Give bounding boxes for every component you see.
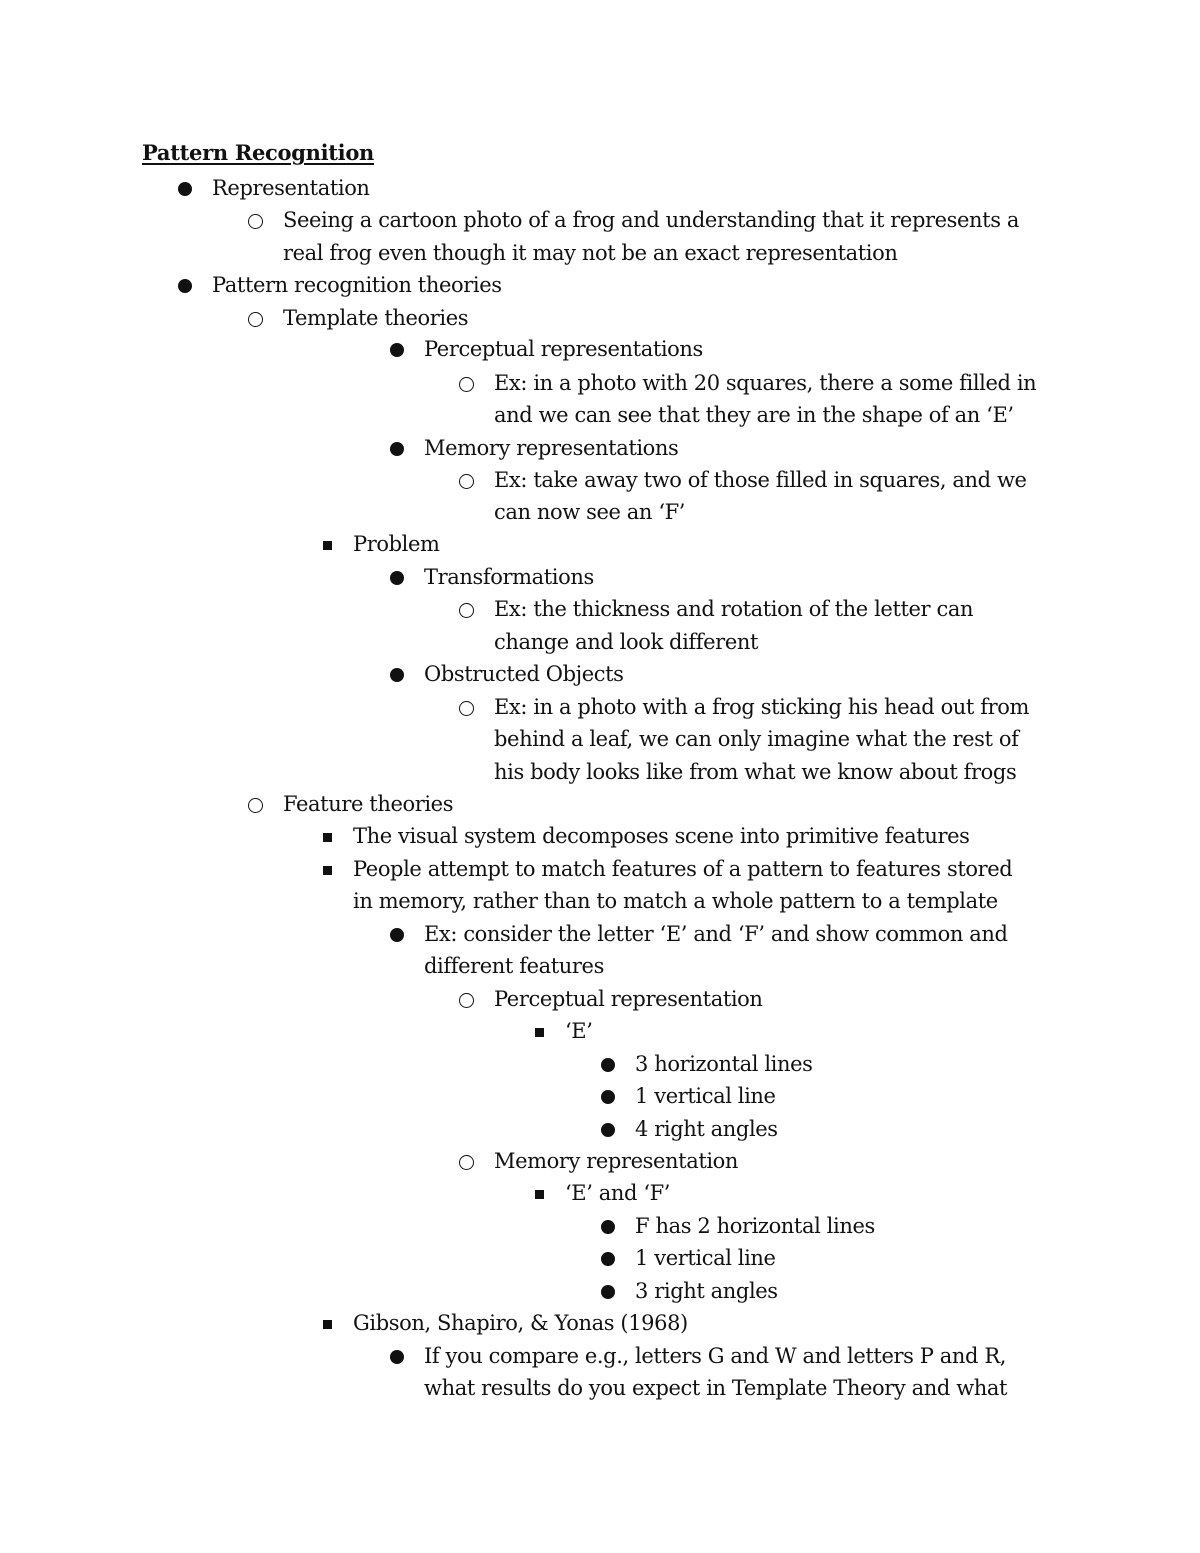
list-item-text: Perceptual representation: [494, 987, 763, 1011]
list-item: [635, 1275, 778, 1308]
list-item-text: Ex: the thickness and rotation of the letter can: [494, 597, 974, 621]
list-item: [494, 464, 1027, 497]
bullet-disc-icon: [390, 571, 404, 585]
bullet-disc-icon: [390, 1350, 404, 1364]
list-item-continuation: [424, 1372, 1007, 1405]
bullet-square-icon: [323, 866, 332, 875]
list-item-text: can now see an ‘F’: [494, 500, 686, 524]
bullet-disc-icon: [601, 1285, 615, 1299]
list-item-text: Perceptual representations: [424, 337, 703, 361]
list-item-text: in memory, rather than to match a whole pattern to a template: [353, 889, 998, 913]
list-item-text: Transformations: [424, 565, 594, 589]
list-item: [565, 1177, 670, 1210]
list-item: [424, 658, 624, 691]
list-item-text: real frog even though it may not be an exact representation: [283, 241, 898, 265]
list-item-text: change and look different: [494, 630, 759, 654]
list-item: [635, 1080, 776, 1113]
list-item-continuation: [494, 399, 1014, 432]
list-item-text: Template theories: [283, 306, 469, 330]
list-item: [353, 820, 970, 853]
list-item-text: his body looks like from what we know about frogs: [494, 760, 1017, 784]
list-item: [424, 561, 594, 594]
list-item-text: Memory representation: [494, 1149, 739, 1173]
list-item-text: 4 right angles: [635, 1117, 778, 1141]
list-item-text: The visual system decomposes scene into primitive features: [353, 824, 970, 848]
list-item-text: Feature theories: [283, 792, 454, 816]
list-item-text: behind a leaf, we can only imagine what the rest of: [494, 727, 1019, 751]
list-item-continuation: [283, 237, 897, 270]
bullet-disc-icon: [601, 1090, 615, 1104]
list-item: [212, 172, 370, 205]
list-item: [283, 788, 453, 821]
list-item-text: Ex: take away two of those filled in squares, and we: [494, 468, 1027, 492]
list-item: [635, 1113, 778, 1146]
list-item-text: If you compare e.g., letters G and W and letters P and R,: [424, 1344, 1007, 1368]
list-item-text: Seeing a cartoon photo of a frog and understanding that it represents a: [283, 208, 1019, 232]
bullet-disc-icon: [390, 668, 404, 682]
bullet-disc-icon: [601, 1252, 615, 1266]
bullet-square-icon: [323, 833, 332, 842]
list-item-text: 3 right angles: [635, 1279, 778, 1303]
list-item-continuation: [494, 496, 685, 529]
list-item-continuation: [353, 885, 998, 918]
bullet-circle-icon: [459, 1155, 474, 1170]
list-item-text: ‘E’ and ‘F’: [565, 1181, 671, 1205]
list-item-text: Ex: consider the letter ‘E’ and ‘F’ and show common and: [424, 922, 1008, 946]
list-item-text: Gibson, Shapiro, & Yonas (1968): [353, 1311, 688, 1335]
list-item: [494, 1145, 738, 1178]
list-item-text: 3 horizontal lines: [635, 1052, 813, 1076]
list-item-text: People attempt to match features of a pattern to features stored: [353, 857, 1013, 881]
list-item-text: Obstructed Objects: [424, 662, 624, 686]
bullet-circle-icon: [248, 312, 263, 327]
bullet-circle-icon: [459, 377, 474, 392]
list-item: [353, 528, 440, 561]
list-item-text: what results do you expect in Template Theory and what: [424, 1376, 1008, 1400]
bullet-circle-icon: [248, 798, 263, 813]
list-item: [494, 983, 763, 1016]
list-item: [424, 333, 703, 366]
list-item-text: different features: [424, 954, 604, 978]
list-item: [635, 1210, 875, 1243]
list-item-continuation: [494, 723, 1018, 756]
list-item: [635, 1242, 776, 1275]
bullet-circle-icon: [459, 701, 474, 716]
bullet-disc-icon: [178, 279, 192, 293]
bullet-disc-icon: [601, 1058, 615, 1072]
list-item-text: and we can see that they are in the shape of an ‘E’: [494, 403, 1014, 427]
list-item: [353, 1307, 688, 1340]
list-item-continuation: [494, 626, 758, 659]
list-item-text: Memory representations: [424, 436, 679, 460]
list-item: [424, 432, 678, 465]
list-item: [494, 367, 1036, 400]
bullet-circle-icon: [248, 214, 263, 229]
bullet-square-icon: [535, 1028, 544, 1037]
bullet-circle-icon: [459, 993, 474, 1008]
bullet-disc-icon: [390, 928, 404, 942]
page-title: Pattern Recognition: [142, 140, 375, 165]
list-item: [494, 593, 973, 626]
bullet-disc-icon: [601, 1220, 615, 1234]
list-item: [635, 1048, 813, 1081]
list-item: [283, 204, 1019, 237]
list-item-text: F has 2 horizontal lines: [635, 1214, 875, 1238]
bullet-circle-icon: [459, 603, 474, 618]
list-item-text: Ex: in a photo with a frog sticking his head out from: [494, 695, 1030, 719]
list-item-text: Pattern recognition theories: [212, 273, 502, 297]
list-item-text: Representation: [212, 176, 370, 200]
list-item: [494, 691, 1029, 724]
list-item-text: 1 vertical line: [635, 1246, 776, 1270]
list-item: [424, 1340, 1006, 1373]
list-item: [353, 853, 1012, 886]
bullet-circle-icon: [459, 474, 474, 489]
bullet-square-icon: [535, 1190, 544, 1199]
list-item-text: 1 vertical line: [635, 1084, 776, 1108]
bullet-disc-icon: [601, 1123, 615, 1137]
bullet-disc-icon: [390, 442, 404, 456]
list-item: [283, 302, 468, 335]
list-item-continuation: [494, 756, 1016, 789]
bullet-square-icon: [323, 541, 332, 550]
list-item: [565, 1015, 592, 1048]
bullet-disc-icon: [390, 343, 404, 357]
bullet-square-icon: [323, 1320, 332, 1329]
list-item: [212, 269, 502, 302]
list-item-text: ‘E’: [565, 1019, 593, 1043]
list-item-text: Ex: in a photo with 20 squares, there a some filled in: [494, 371, 1037, 395]
list-item: [424, 918, 1008, 951]
list-item-text: Problem: [353, 532, 440, 556]
bullet-disc-icon: [178, 182, 192, 196]
list-item-continuation: [424, 950, 604, 983]
